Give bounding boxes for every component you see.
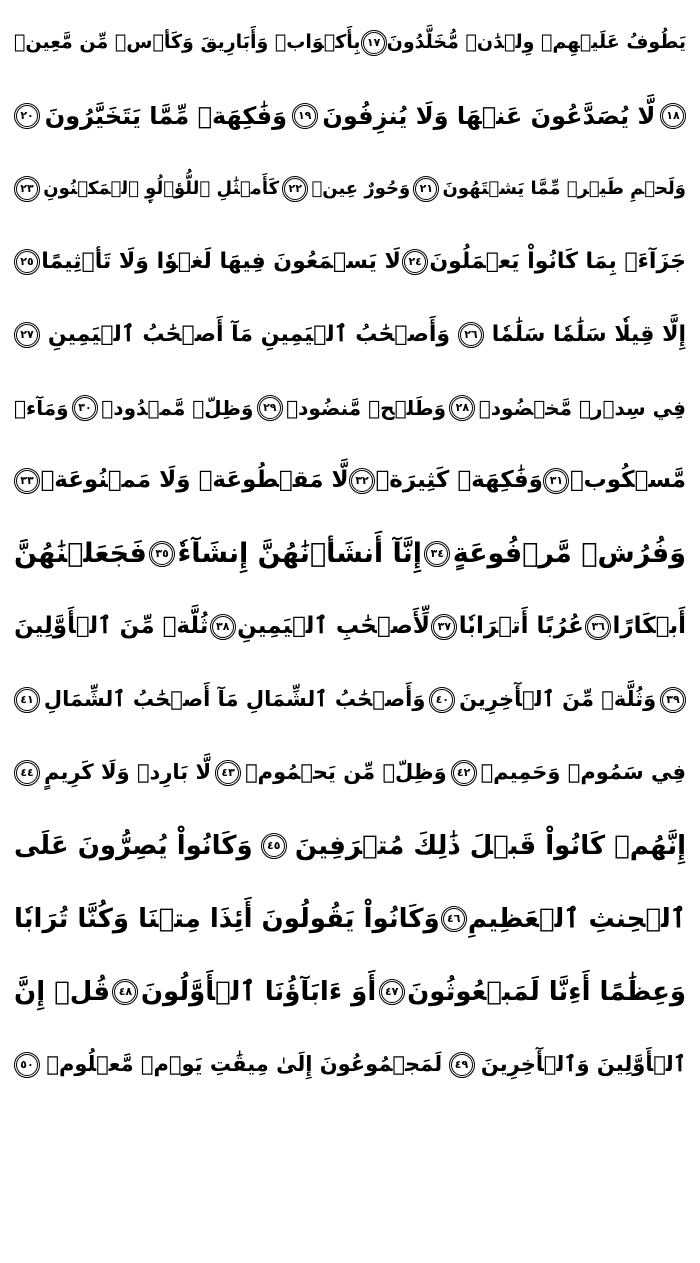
verse-line [14, 6, 686, 79]
ayah-number-marker: ٢٥ [14, 249, 40, 275]
ayah-number-marker: ٤٢ [451, 760, 477, 786]
verse-text: وَفُرُشٖ مَّرۡفُوعَةٍ [452, 538, 686, 569]
ayah-number-marker: ٣٢ [349, 468, 375, 494]
verse-text: وَحُورٌ عِينٞ [311, 177, 411, 199]
ayah-number-marker: ٢٧ [14, 322, 40, 348]
ayah-number-marker: ١٧ [361, 30, 387, 56]
verse-lines [14, 6, 686, 1101]
ayah-number-marker: ٣٨ [210, 614, 236, 640]
verse-text: يَطُوفُ عَلَيۡهِمۡ وِلۡدَٰنٞ مُّخَلَّدُونَ [386, 31, 686, 53]
verse-line [14, 663, 686, 736]
ayah-number-marker: ٤٤ [14, 760, 40, 786]
ayah-number-marker: ٣١ [543, 468, 569, 494]
verse-line [14, 882, 686, 955]
ayah-number-marker: ٣٤ [424, 541, 450, 567]
verse-line [14, 152, 686, 225]
verse-text: كَأَمۡثَٰلِ ٱللُّؤۡلُوِٕ ٱلۡمَكۡنُونِ [43, 177, 280, 199]
verse-text: لَمَجۡمُوعُونَ إِلَىٰ مِيقَٰتِ يَوۡمٖ مَّعۡلُومٖ [46, 1052, 443, 1076]
verse-text: لَّا يُصَدَّعُونَ عَنۡهَا وَلَا يُنزِفُونَ [322, 101, 656, 130]
verse-text: لَّا مَقۡطُوعَةٖ وَلَا مَمۡنُوعَةٖ [40, 467, 349, 493]
ayah-number-marker: ٣٣ [14, 468, 40, 494]
ayah-number-marker: ٢٨ [449, 395, 475, 421]
verse-text: أَوَ ءَابَآؤُنَا ٱلۡأَوَّلُونَ [140, 976, 377, 1007]
verse-line [14, 298, 686, 371]
ayah-number-marker: ٣٦ [585, 614, 611, 640]
verse-text: فِي سَمُومٖ وَحَمِيمٖ [480, 760, 686, 784]
ayah-number-marker: ١٩ [292, 103, 318, 129]
verse-text: ٱلۡأَوَّلِينَ وَٱلۡأٓخِرِينَ [480, 1052, 686, 1076]
verse-line [14, 809, 686, 882]
ayah-number-marker: ٣٠ [72, 395, 98, 421]
ayah-number-marker: ٢٠ [14, 103, 40, 129]
ayah-number-marker: ٢٣ [14, 176, 40, 202]
ayah-number-marker: ٢٩ [257, 395, 283, 421]
verse-text: لِّأَصۡحَٰبِ ٱلۡيَمِينِ [237, 613, 430, 639]
verse-text: وَأَصۡحَٰبُ ٱلشِّمَالِ مَآ أَصۡحَٰبُ ٱلشِّمَالِ [43, 687, 426, 711]
verse-line [14, 371, 686, 444]
ayah-number-marker: ٢٦ [458, 322, 484, 348]
verse-text: وَفَٰكِهَةٖ مِّمَّا يَتَخَيَّرُونَ [44, 101, 288, 130]
verse-text: فِي سِدۡرٖ مَّخۡضُودٖ [478, 395, 686, 420]
verse-text: بِأَكۡوَابٖ وَأَبَارِيقَ وَكَأۡسٖ مِّن مَّعِينٖ [14, 31, 361, 53]
verse-line [14, 79, 686, 152]
verse-line [14, 517, 686, 590]
verse-text: عُرُبًا أَتۡرَابٗا [458, 613, 584, 639]
verse-text: فَجَعَلۡنَٰهُنَّ [14, 538, 147, 569]
ayah-number-marker: ٤٦ [441, 906, 467, 932]
verse-line [14, 955, 686, 1028]
verse-line [14, 1028, 686, 1101]
verse-text: وَظِلّٖ مِّن يَحۡمُومٖ [245, 760, 447, 784]
ayah-number-marker: ٤١ [14, 687, 40, 713]
verse-line [14, 225, 686, 298]
verse-text: وَلَحۡمِ طَيۡرٖ مِّمَّا يَشۡتَهُونَ [442, 177, 686, 199]
ayah-number-marker: ٣٧ [431, 614, 457, 640]
ayah-number-marker: ٤٩ [449, 1052, 475, 1078]
ayah-number-marker: ٢٢ [282, 176, 308, 202]
verse-text: وَفَٰكِهَةٖ كَثِيرَةٖ [375, 467, 543, 493]
verse-text: ثُلَّةٞ مِّنَ ٱلۡأَوَّلِينَ [14, 613, 209, 639]
verse-text: وَظِلّٖ مَّمۡدُودٖ [101, 395, 254, 420]
verse-line [14, 590, 686, 663]
verse-text: قُلۡ إِنَّ [14, 976, 111, 1007]
ayah-number-marker: ٢١ [413, 176, 439, 202]
verse-text: إِنَّآ أَنشَأۡنَٰهُنَّ إِنشَآءٗ [177, 538, 423, 569]
verse-text: لَا يَسۡمَعُونَ فِيهَا لَغۡوٗا وَلَا تَأۡثِيمًا [41, 248, 401, 274]
verse-text: جَزَآءَۢ بِمَا كَانُواْ يَعۡمَلُونَ [429, 248, 686, 274]
ayah-number-marker: ٤٧ [379, 979, 405, 1005]
verse-line [14, 736, 686, 809]
ayah-number-marker: ٤٥ [261, 833, 287, 859]
verse-text: إِلَّا قِيلٗا سَلَٰمٗا سَلَٰمٗا [491, 321, 686, 347]
verse-line [14, 444, 686, 517]
verse-text: وَثُلَّةٞ مِّنَ ٱلۡأٓخِرِينَ [459, 687, 657, 711]
verse-text: وَكَانُواْ يُصِرُّونَ عَلَى [14, 830, 253, 861]
ayah-number-marker: ٤٣ [215, 760, 241, 786]
verse-text: ٱلۡحِنثِ ٱلۡعَظِيمِ [467, 903, 686, 934]
ayah-number-marker: ٥٠ [14, 1052, 40, 1078]
verse-text: وَمَآءٖ [14, 395, 69, 420]
verse-text: إِنَّهُمۡ كَانُواْ قَبۡلَ ذَٰلِكَ مُتۡرَفِينَ [294, 830, 686, 861]
verse-text: وَعِظَٰمًا أَءِنَّا لَمَبۡعُوثُونَ [407, 976, 686, 1007]
ayah-number-marker: ١٨ [660, 103, 686, 129]
verse-text: وَكَانُواْ يَقُولُونَ أَئِذَا مِتۡنَا وَكُنَّا تُرَابٗا [14, 903, 440, 934]
verse-text: أَبۡكَارًا [612, 613, 686, 639]
ayah-number-marker: ٤٠ [429, 687, 455, 713]
ayah-number-marker: ٢٤ [402, 249, 428, 275]
ayah-number-marker: ٣٥ [149, 541, 175, 567]
verse-text: وَأَصۡحَٰبُ ٱلۡيَمِينِ مَآ أَصۡحَٰبُ ٱلۡيَمِينِ [47, 321, 451, 347]
verse-text: مَّسۡكُوبٖ [569, 467, 686, 493]
verse-text: لَّا بَارِدٖ وَلَا كَرِيمٍ [44, 760, 212, 784]
ayah-number-marker: ٣٩ [660, 687, 686, 713]
ayah-number-marker: ٤٨ [112, 979, 138, 1005]
verse-text: وَطَلۡحٖ مَّنضُودٖ [286, 395, 446, 420]
